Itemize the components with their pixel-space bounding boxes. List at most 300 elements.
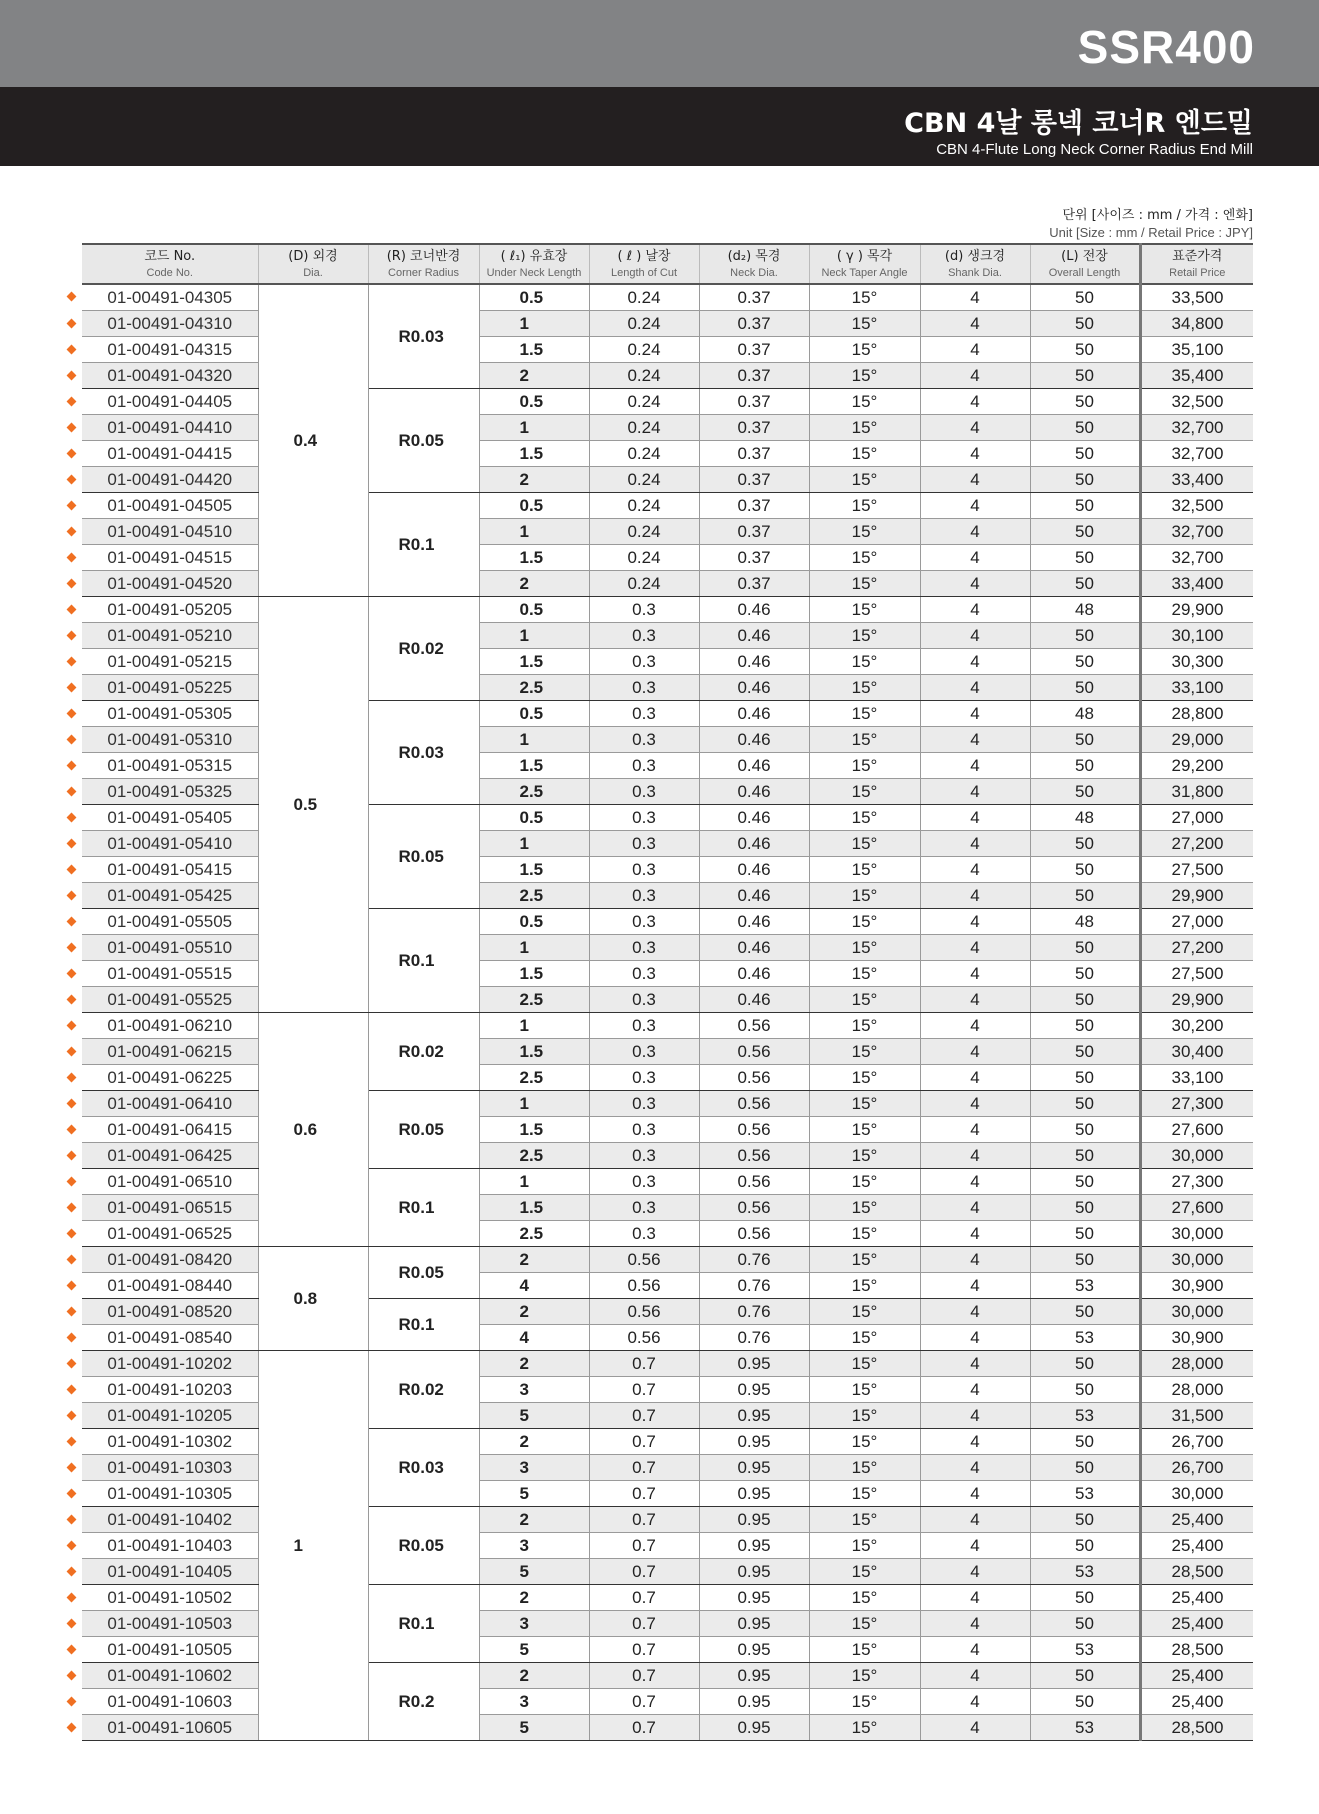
code-cell: 01-00491-10403 xyxy=(82,1533,258,1559)
cut-length-cell: 0.3 xyxy=(589,623,699,649)
neck-length-cell: 2 xyxy=(479,1585,589,1611)
overall-length-cell: 50 xyxy=(1030,1351,1140,1377)
code-cell: 01-00491-08540 xyxy=(82,1325,258,1351)
code-cell: 01-00491-05405 xyxy=(82,805,258,831)
overall-length-cell: 50 xyxy=(1030,441,1140,467)
cut-length-cell: 0.7 xyxy=(589,1533,699,1559)
radius-cell: R0.2 xyxy=(368,1663,479,1741)
neck-dia-cell: 0.95 xyxy=(699,1611,809,1637)
bullet-diamond-icon xyxy=(67,526,77,536)
taper-angle-cell: 15° xyxy=(809,1195,920,1221)
neck-dia-cell: 0.56 xyxy=(699,1013,809,1039)
overall-length-cell: 50 xyxy=(1030,1247,1140,1273)
code-cell: 01-00491-05515 xyxy=(82,961,258,987)
shank-dia-cell: 4 xyxy=(920,311,1030,337)
neck-dia-cell: 0.95 xyxy=(699,1429,809,1455)
cut-length-cell: 0.3 xyxy=(589,1013,699,1039)
neck-length-cell: 0.5 xyxy=(479,389,589,415)
taper-angle-cell: 15° xyxy=(809,389,920,415)
shank-dia-cell: 4 xyxy=(920,675,1030,701)
neck-dia-cell: 0.95 xyxy=(699,1585,809,1611)
taper-angle-cell: 15° xyxy=(809,545,920,571)
price-cell: 29,900 xyxy=(1140,597,1253,623)
overall-length-cell: 48 xyxy=(1030,701,1140,727)
bullet-diamond-icon xyxy=(67,422,77,432)
neck-length-cell: 2 xyxy=(479,467,589,493)
price-cell: 30,200 xyxy=(1140,1013,1253,1039)
bullet-diamond-icon xyxy=(67,1020,77,1030)
price-cell: 26,700 xyxy=(1140,1455,1253,1481)
table-row xyxy=(82,1377,1253,1403)
taper-angle-cell: 15° xyxy=(809,1299,920,1325)
col-header: ( ℓ ) 날장 Length of Cut xyxy=(589,244,699,284)
overall-length-cell: 50 xyxy=(1030,1299,1140,1325)
cut-length-cell: 0.3 xyxy=(589,987,699,1013)
table-row xyxy=(82,571,1253,597)
taper-angle-cell: 15° xyxy=(809,1585,920,1611)
overall-length-cell: 50 xyxy=(1030,1143,1140,1169)
table-row xyxy=(82,935,1253,961)
cut-length-cell: 0.3 xyxy=(589,701,699,727)
cut-length-cell: 0.7 xyxy=(589,1481,699,1507)
overall-length-cell: 50 xyxy=(1030,1091,1140,1117)
taper-angle-cell: 15° xyxy=(809,1351,920,1377)
price-cell: 30,100 xyxy=(1140,623,1253,649)
price-cell: 30,000 xyxy=(1140,1221,1253,1247)
taper-angle-cell: 15° xyxy=(809,284,920,311)
price-cell: 33,500 xyxy=(1140,284,1253,311)
neck-dia-cell: 0.37 xyxy=(699,363,809,389)
taper-angle-cell: 15° xyxy=(809,1377,920,1403)
overall-length-cell: 50 xyxy=(1030,883,1140,909)
radius-cell: R0.05 xyxy=(368,389,479,493)
bullet-diamond-icon xyxy=(67,682,77,692)
neck-dia-cell: 0.37 xyxy=(699,493,809,519)
cut-length-cell: 0.3 xyxy=(589,909,699,935)
unit-note-en: Unit [Size : mm / Retail Price : JPY] xyxy=(1049,225,1253,240)
neck-length-cell: 2 xyxy=(479,1429,589,1455)
neck-length-cell: 3 xyxy=(479,1533,589,1559)
unit-note-ko: 단위 [사이즈 : mm / 가격 : 엔화] xyxy=(1062,208,1253,223)
table-row xyxy=(82,1117,1253,1143)
taper-angle-cell: 15° xyxy=(809,1559,920,1585)
overall-length-cell: 50 xyxy=(1030,675,1140,701)
neck-dia-cell: 0.46 xyxy=(699,883,809,909)
code-cell: 01-00491-04510 xyxy=(82,519,258,545)
cut-length-cell: 0.7 xyxy=(589,1559,699,1585)
taper-angle-cell: 15° xyxy=(809,1091,920,1117)
bullet-diamond-icon xyxy=(67,604,77,614)
taper-angle-cell: 15° xyxy=(809,1247,920,1273)
table-row xyxy=(82,311,1253,337)
spec-table xyxy=(82,243,1253,1741)
neck-length-cell: 4 xyxy=(479,1273,589,1299)
neck-length-cell: 4 xyxy=(479,1325,589,1351)
neck-dia-cell: 0.95 xyxy=(699,1637,809,1663)
taper-angle-cell: 15° xyxy=(809,935,920,961)
neck-length-cell: 2 xyxy=(479,571,589,597)
cut-length-cell: 0.3 xyxy=(589,1065,699,1091)
taper-angle-cell: 15° xyxy=(809,519,920,545)
dia-cell: 0.4 xyxy=(258,284,368,597)
neck-dia-cell: 0.95 xyxy=(699,1533,809,1559)
table-row xyxy=(82,1065,1253,1091)
radius-cell: R0.1 xyxy=(368,1169,479,1247)
table-row xyxy=(82,1507,1253,1533)
table-header-row xyxy=(82,244,1253,284)
neck-length-cell: 0.5 xyxy=(479,493,589,519)
overall-length-cell: 50 xyxy=(1030,1585,1140,1611)
shank-dia-cell: 4 xyxy=(920,1169,1030,1195)
price-cell: 30,000 xyxy=(1140,1299,1253,1325)
dia-cell: 0.6 xyxy=(258,1013,368,1247)
neck-length-cell: 2.5 xyxy=(479,883,589,909)
shank-dia-cell: 4 xyxy=(920,1611,1030,1637)
bullet-diamond-icon xyxy=(67,1228,77,1238)
bullet-diamond-icon xyxy=(67,1566,77,1576)
overall-length-cell: 50 xyxy=(1030,1195,1140,1221)
overall-length-cell: 50 xyxy=(1030,1663,1140,1689)
top-banner xyxy=(0,0,1319,87)
overall-length-cell: 50 xyxy=(1030,311,1140,337)
neck-dia-cell: 0.46 xyxy=(699,701,809,727)
shank-dia-cell: 4 xyxy=(920,1091,1030,1117)
code-cell: 01-00491-08520 xyxy=(82,1299,258,1325)
shank-dia-cell: 4 xyxy=(920,883,1030,909)
shank-dia-cell: 4 xyxy=(920,519,1030,545)
bullet-diamond-icon xyxy=(67,344,77,354)
taper-angle-cell: 15° xyxy=(809,753,920,779)
bullet-diamond-icon xyxy=(67,916,77,926)
cut-length-cell: 0.7 xyxy=(589,1585,699,1611)
price-cell: 30,300 xyxy=(1140,649,1253,675)
neck-dia-cell: 0.37 xyxy=(699,389,809,415)
code-cell: 01-00491-10303 xyxy=(82,1455,258,1481)
neck-dia-cell: 0.46 xyxy=(699,597,809,623)
table-row xyxy=(82,1533,1253,1559)
price-cell: 33,100 xyxy=(1140,675,1253,701)
radius-cell: R0.05 xyxy=(368,805,479,909)
col-header: (D) 외경 Dia. xyxy=(258,244,368,284)
bullet-diamond-icon xyxy=(67,890,77,900)
neck-dia-cell: 0.56 xyxy=(699,1065,809,1091)
bullet-diamond-icon xyxy=(67,474,77,484)
bullet-diamond-icon xyxy=(67,734,77,744)
overall-length-cell: 50 xyxy=(1030,987,1140,1013)
taper-angle-cell: 15° xyxy=(809,1429,920,1455)
table-row xyxy=(82,1481,1253,1507)
cut-length-cell: 0.3 xyxy=(589,1117,699,1143)
bullet-diamond-icon xyxy=(67,1722,77,1732)
shank-dia-cell: 4 xyxy=(920,597,1030,623)
bullet-diamond-icon xyxy=(67,1488,77,1498)
neck-dia-cell: 0.76 xyxy=(699,1273,809,1299)
table-row xyxy=(82,623,1253,649)
shank-dia-cell: 4 xyxy=(920,1585,1030,1611)
shank-dia-cell: 4 xyxy=(920,337,1030,363)
table-row xyxy=(82,415,1253,441)
radius-cell: R0.03 xyxy=(368,1429,479,1507)
cut-length-cell: 0.24 xyxy=(589,467,699,493)
shank-dia-cell: 4 xyxy=(920,1325,1030,1351)
taper-angle-cell: 15° xyxy=(809,649,920,675)
neck-dia-cell: 0.95 xyxy=(699,1455,809,1481)
shank-dia-cell: 4 xyxy=(920,987,1030,1013)
taper-angle-cell: 15° xyxy=(809,1221,920,1247)
bullet-diamond-icon xyxy=(67,1254,77,1264)
col-header: (R) 코너반경 Corner Radius xyxy=(368,244,479,284)
code-cell: 01-00491-10205 xyxy=(82,1403,258,1429)
price-cell: 33,100 xyxy=(1140,1065,1253,1091)
radius-cell: R0.1 xyxy=(368,493,479,597)
neck-length-cell: 3 xyxy=(479,1455,589,1481)
neck-length-cell: 2.5 xyxy=(479,1143,589,1169)
shank-dia-cell: 4 xyxy=(920,649,1030,675)
price-cell: 28,800 xyxy=(1140,701,1253,727)
shank-dia-cell: 4 xyxy=(920,493,1030,519)
price-cell: 28,500 xyxy=(1140,1637,1253,1663)
cut-length-cell: 0.3 xyxy=(589,649,699,675)
code-cell: 01-00491-06425 xyxy=(82,1143,258,1169)
cut-length-cell: 0.3 xyxy=(589,1143,699,1169)
taper-angle-cell: 15° xyxy=(809,1611,920,1637)
shank-dia-cell: 4 xyxy=(920,1507,1030,1533)
taper-angle-cell: 15° xyxy=(809,1325,920,1351)
shank-dia-cell: 4 xyxy=(920,1273,1030,1299)
neck-dia-cell: 0.37 xyxy=(699,311,809,337)
code-cell: 01-00491-04415 xyxy=(82,441,258,467)
price-cell: 35,400 xyxy=(1140,363,1253,389)
neck-length-cell: 2 xyxy=(479,363,589,389)
cut-length-cell: 0.24 xyxy=(589,493,699,519)
price-cell: 33,400 xyxy=(1140,571,1253,597)
neck-dia-cell: 0.37 xyxy=(699,284,809,311)
taper-angle-cell: 15° xyxy=(809,1637,920,1663)
code-cell: 01-00491-10505 xyxy=(82,1637,258,1663)
neck-length-cell: 0.5 xyxy=(479,284,589,311)
shank-dia-cell: 4 xyxy=(920,1065,1030,1091)
bullet-diamond-icon xyxy=(67,994,77,1004)
table-row xyxy=(82,857,1253,883)
cut-length-cell: 0.24 xyxy=(589,363,699,389)
overall-length-cell: 50 xyxy=(1030,649,1140,675)
overall-length-cell: 53 xyxy=(1030,1325,1140,1351)
col-header: (L) 전장 Overall Length xyxy=(1030,244,1140,284)
series-code: SSR400 xyxy=(1077,21,1255,73)
neck-length-cell: 1.5 xyxy=(479,1195,589,1221)
table-row xyxy=(82,1351,1253,1377)
taper-angle-cell: 15° xyxy=(809,337,920,363)
bullet-diamond-icon xyxy=(67,1592,77,1602)
neck-dia-cell: 0.95 xyxy=(699,1689,809,1715)
table-row xyxy=(82,675,1253,701)
product-title-en: CBN 4-Flute Long Neck Corner Radius End Mill xyxy=(936,141,1253,158)
bullet-diamond-icon xyxy=(67,500,77,510)
code-cell: 01-00491-10402 xyxy=(82,1507,258,1533)
radius-cell: R0.05 xyxy=(368,1247,479,1299)
code-cell: 01-00491-06510 xyxy=(82,1169,258,1195)
taper-angle-cell: 15° xyxy=(809,1455,920,1481)
table-row xyxy=(82,389,1253,415)
shank-dia-cell: 4 xyxy=(920,545,1030,571)
table-row xyxy=(82,1039,1253,1065)
overall-length-cell: 50 xyxy=(1030,961,1140,987)
code-cell: 01-00491-05225 xyxy=(82,675,258,701)
table-row xyxy=(82,1455,1253,1481)
price-cell: 27,500 xyxy=(1140,857,1253,883)
neck-dia-cell: 0.46 xyxy=(699,649,809,675)
table-row xyxy=(82,493,1253,519)
neck-dia-cell: 0.56 xyxy=(699,1195,809,1221)
radius-cell: R0.1 xyxy=(368,909,479,1013)
cut-length-cell: 0.7 xyxy=(589,1455,699,1481)
code-cell: 01-00491-10503 xyxy=(82,1611,258,1637)
taper-angle-cell: 15° xyxy=(809,623,920,649)
neck-dia-cell: 0.46 xyxy=(699,935,809,961)
overall-length-cell: 48 xyxy=(1030,597,1140,623)
price-cell: 32,500 xyxy=(1140,389,1253,415)
bullet-diamond-icon xyxy=(67,864,77,874)
neck-length-cell: 0.5 xyxy=(479,597,589,623)
neck-length-cell: 5 xyxy=(479,1481,589,1507)
price-cell: 32,700 xyxy=(1140,441,1253,467)
price-cell: 31,800 xyxy=(1140,779,1253,805)
overall-length-cell: 50 xyxy=(1030,415,1140,441)
neck-dia-cell: 0.95 xyxy=(699,1559,809,1585)
neck-dia-cell: 0.56 xyxy=(699,1143,809,1169)
neck-length-cell: 2.5 xyxy=(479,675,589,701)
taper-angle-cell: 15° xyxy=(809,1039,920,1065)
shank-dia-cell: 4 xyxy=(920,1195,1030,1221)
neck-dia-cell: 0.46 xyxy=(699,753,809,779)
code-cell: 01-00491-05310 xyxy=(82,727,258,753)
cut-length-cell: 0.3 xyxy=(589,935,699,961)
overall-length-cell: 50 xyxy=(1030,1689,1140,1715)
neck-length-cell: 5 xyxy=(479,1403,589,1429)
neck-dia-cell: 0.56 xyxy=(699,1221,809,1247)
table-row xyxy=(82,337,1253,363)
cut-length-cell: 0.24 xyxy=(589,415,699,441)
bullet-diamond-icon xyxy=(67,370,77,380)
taper-angle-cell: 15° xyxy=(809,701,920,727)
bullet-diamond-icon xyxy=(67,1072,77,1082)
shank-dia-cell: 4 xyxy=(920,701,1030,727)
taper-angle-cell: 15° xyxy=(809,961,920,987)
price-cell: 29,900 xyxy=(1140,883,1253,909)
bullet-diamond-icon xyxy=(67,708,77,718)
code-cell: 01-00491-04420 xyxy=(82,467,258,493)
table-row xyxy=(82,1273,1253,1299)
table-row xyxy=(82,1195,1253,1221)
price-cell: 27,300 xyxy=(1140,1091,1253,1117)
neck-dia-cell: 0.95 xyxy=(699,1351,809,1377)
neck-dia-cell: 0.37 xyxy=(699,571,809,597)
shank-dia-cell: 4 xyxy=(920,1247,1030,1273)
overall-length-cell: 50 xyxy=(1030,1455,1140,1481)
taper-angle-cell: 15° xyxy=(809,1533,920,1559)
overall-length-cell: 50 xyxy=(1030,571,1140,597)
bullet-diamond-icon xyxy=(67,1202,77,1212)
price-cell: 28,500 xyxy=(1140,1559,1253,1585)
code-cell: 01-00491-06215 xyxy=(82,1039,258,1065)
table-row xyxy=(82,727,1253,753)
neck-length-cell: 3 xyxy=(479,1377,589,1403)
cut-length-cell: 0.7 xyxy=(589,1663,699,1689)
shank-dia-cell: 4 xyxy=(920,727,1030,753)
overall-length-cell: 50 xyxy=(1030,1533,1140,1559)
overall-length-cell: 50 xyxy=(1030,467,1140,493)
shank-dia-cell: 4 xyxy=(920,1221,1030,1247)
table-row xyxy=(82,1091,1253,1117)
price-cell: 35,100 xyxy=(1140,337,1253,363)
neck-length-cell: 1.5 xyxy=(479,337,589,363)
overall-length-cell: 48 xyxy=(1030,805,1140,831)
bullet-diamond-icon xyxy=(67,1150,77,1160)
table-row xyxy=(82,1585,1253,1611)
overall-length-cell: 50 xyxy=(1030,519,1140,545)
overall-length-cell: 48 xyxy=(1030,909,1140,935)
table-row xyxy=(82,1143,1253,1169)
bullet-diamond-icon xyxy=(67,1644,77,1654)
shank-dia-cell: 4 xyxy=(920,805,1030,831)
shank-dia-cell: 4 xyxy=(920,1143,1030,1169)
code-cell: 01-00491-04520 xyxy=(82,571,258,597)
price-cell: 27,200 xyxy=(1140,831,1253,857)
code-cell: 01-00491-05525 xyxy=(82,987,258,1013)
radius-cell: R0.05 xyxy=(368,1507,479,1585)
table-row xyxy=(82,284,1253,311)
neck-length-cell: 1 xyxy=(479,415,589,441)
dia-cell: 0.5 xyxy=(258,597,368,1013)
neck-dia-cell: 0.46 xyxy=(699,805,809,831)
shank-dia-cell: 4 xyxy=(920,1117,1030,1143)
price-cell: 32,700 xyxy=(1140,415,1253,441)
cut-length-cell: 0.7 xyxy=(589,1507,699,1533)
col-header: 표준가격 Retail Price xyxy=(1140,244,1253,284)
cut-length-cell: 0.3 xyxy=(589,1091,699,1117)
shank-dia-cell: 4 xyxy=(920,1481,1030,1507)
overall-length-cell: 53 xyxy=(1030,1273,1140,1299)
bullet-diamond-icon xyxy=(67,786,77,796)
taper-angle-cell: 15° xyxy=(809,1663,920,1689)
radius-cell: R0.02 xyxy=(368,597,479,701)
code-cell: 01-00491-06415 xyxy=(82,1117,258,1143)
shank-dia-cell: 4 xyxy=(920,1013,1030,1039)
code-cell: 01-00491-10603 xyxy=(82,1689,258,1715)
neck-length-cell: 0.5 xyxy=(479,909,589,935)
table-row xyxy=(82,779,1253,805)
price-cell: 25,400 xyxy=(1140,1507,1253,1533)
overall-length-cell: 50 xyxy=(1030,1377,1140,1403)
bullet-diamond-icon xyxy=(67,1176,77,1186)
cut-length-cell: 0.7 xyxy=(589,1429,699,1455)
price-cell: 28,000 xyxy=(1140,1377,1253,1403)
taper-angle-cell: 15° xyxy=(809,363,920,389)
table-row xyxy=(82,1715,1253,1741)
taper-angle-cell: 15° xyxy=(809,1403,920,1429)
cut-length-cell: 0.7 xyxy=(589,1403,699,1429)
taper-angle-cell: 15° xyxy=(809,1013,920,1039)
table-row xyxy=(82,1403,1253,1429)
taper-angle-cell: 15° xyxy=(809,467,920,493)
table-row xyxy=(82,1663,1253,1689)
code-cell: 01-00491-04315 xyxy=(82,337,258,363)
neck-length-cell: 1 xyxy=(479,831,589,857)
cut-length-cell: 0.3 xyxy=(589,753,699,779)
bullet-diamond-icon xyxy=(67,1358,77,1368)
cut-length-cell: 0.56 xyxy=(589,1299,699,1325)
code-cell: 01-00491-10202 xyxy=(82,1351,258,1377)
